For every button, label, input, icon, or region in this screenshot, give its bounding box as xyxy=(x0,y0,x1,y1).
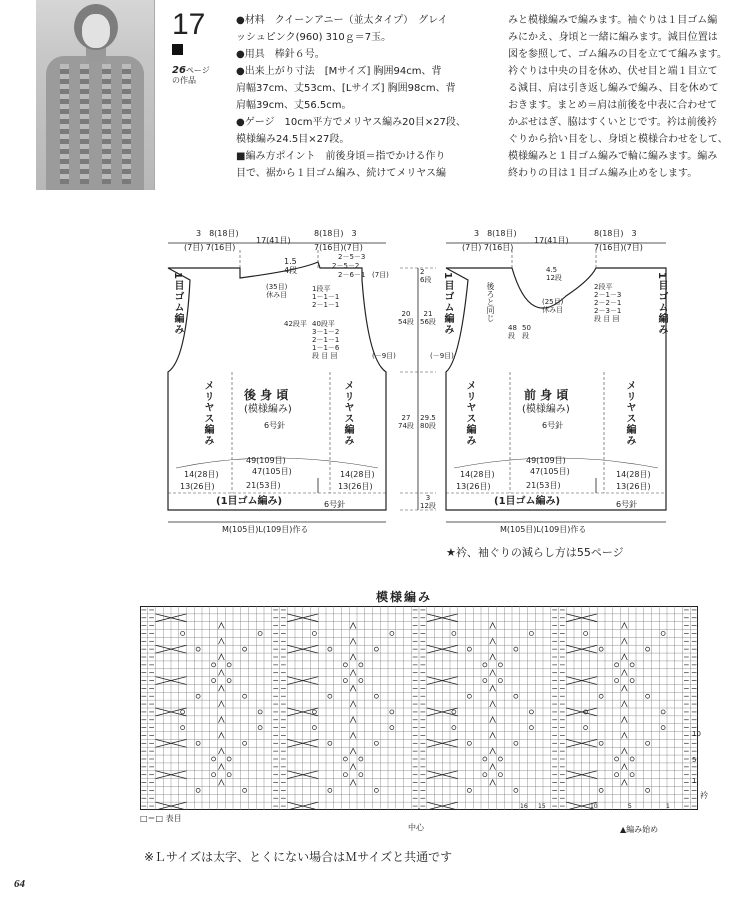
instruction-line: 肩幅39cm、丈56.5cm。 xyxy=(236,100,352,111)
back-w21: 21(53目) xyxy=(246,481,281,490)
back-rib-side-left: 1目ゴム編み xyxy=(172,272,183,335)
instruction-line: ッシュピンク(960) 310ｇ＝7玉。 xyxy=(236,32,392,43)
front-rib-side-left: 1目ゴム編み xyxy=(442,272,453,335)
footer-note: ※Ｌサイズは太字、とくにない場合はＭサイズと共通です xyxy=(144,850,453,864)
front-w14-right: 14(28目) xyxy=(616,470,651,479)
front-top-right-dim: 8(18目) 3 xyxy=(594,229,637,238)
front-top-left-dim: 3 8(18目) xyxy=(474,229,517,238)
instruction-line: る減目、肩は引き返し編みで編み、目を休めて xyxy=(508,83,719,94)
front-cast-on: M(105目)L(109目)作る xyxy=(500,525,587,534)
front-w14-left: 14(28目) xyxy=(460,470,495,479)
pattern-chart xyxy=(140,606,698,810)
back-needle: 6号針 xyxy=(264,421,286,430)
back-neck-rest: (35目) 休み目 xyxy=(266,283,288,299)
instruction-line: みと模様編みで編みます。袖ぐりは１目ゴム編 xyxy=(508,15,718,26)
back-pattern: (模様編み) xyxy=(244,404,292,415)
instruction-line: ●用具 棒針６号。 xyxy=(236,49,325,60)
back-armhole-rows: 1段平 1－1－1 2－1－1 xyxy=(312,285,340,309)
back-w14-left: 14(28目) xyxy=(184,470,219,479)
front-neck-depth: 4.5 12段 xyxy=(546,266,562,282)
instruction-line: ●出来上がり寸法 [Mサイズ] 胸囲94cm、背 xyxy=(236,66,442,77)
back-w13-right: 13(26目) xyxy=(338,482,373,491)
instruction-line: 衿ぐりは中央の目を休め、伏せ目と端１目立て xyxy=(508,66,718,77)
chart-row-10: 10 xyxy=(692,730,701,738)
instruction-line: 目で、裾から１目ゴム編み、続けてメリヤス編 xyxy=(236,168,446,179)
front-neck-rest: (25目) 休み目 xyxy=(542,298,564,314)
chart-collar-label: 衿 xyxy=(700,791,708,800)
mid-shoulder: 2 6段 xyxy=(420,268,432,284)
front-neck-dec: 2段平 2－1－3 2－2－1 2－3－1 段 目 回 xyxy=(594,283,622,323)
back-rib-needle: 6号針 xyxy=(324,500,346,509)
front-top-left-dim2: (7目) 7(16目) xyxy=(462,243,514,252)
front-side-right: メリヤス編み xyxy=(624,380,635,446)
instruction-line: 模様編みと１目ゴム編みで輪に編みます。編み xyxy=(508,151,718,162)
back-top-left-dim2: (7目) 7(16目) xyxy=(184,243,236,252)
mid-rib-h: 3 12段 xyxy=(420,494,436,510)
mid-armhole-h2: 21 56段 xyxy=(420,310,436,326)
back-neck-depth: 1.5 4段 xyxy=(284,257,298,275)
front-rows48: 48 段 xyxy=(508,324,517,340)
front-rows50: 50 段 xyxy=(522,324,531,340)
mid-body-h: 27 74段 xyxy=(398,414,414,430)
front-pattern: (模様編み) xyxy=(522,404,570,415)
instruction-line: おきます。まとめ＝肩は前後を中表に合わせて xyxy=(508,100,718,111)
front-top-mid-dim: 17(41目) xyxy=(534,236,569,245)
back-w13-left: 13(26目) xyxy=(180,482,215,491)
chart-row-5: 5 xyxy=(692,756,697,764)
mid-minus9-right: (－9目) xyxy=(430,352,454,360)
back-neck-dec1: 2－5－3 xyxy=(338,253,366,261)
back-neck-dec4: (7目) xyxy=(372,271,389,279)
back-cast-on: M(105目)L(109目)作る xyxy=(222,525,309,534)
mid-body-h2: 29.5 80段 xyxy=(420,414,436,430)
note-neck: ★衿、袖ぐりの減らし方は55ページ xyxy=(446,546,624,559)
front-side-left: メリヤス編み xyxy=(464,380,475,446)
back-w47: 47(105目) xyxy=(252,467,292,476)
chart-title: 模様編み xyxy=(376,590,433,604)
front-w21: 21(53目) xyxy=(526,481,561,490)
instruction-line: ●ゲージ 10cm平方でメリヤス編み20目×27段、 xyxy=(236,117,466,128)
back-w14-right: 14(28目) xyxy=(340,470,375,479)
instruction-line: ■編み方ポイント 前後身頃＝指でかける作り xyxy=(236,151,446,162)
front-back-same: 後ろと同じ xyxy=(486,282,495,322)
chart-col-15: 15 xyxy=(538,803,546,810)
back-top-left-dim: 3 8(18目) xyxy=(196,229,239,238)
instruction-line: かぶせはぎ、脇はすくいとじです。衿は前後衿 xyxy=(508,117,717,128)
page-number: 64 xyxy=(14,878,25,890)
instruction-line: 終わりの目は１目ゴム編み止めをします。 xyxy=(508,168,698,179)
ref-page-suffix: ページ xyxy=(185,66,210,75)
mid-minus9-left: (－9目) xyxy=(372,352,396,360)
instruction-line: ●材料 クイーンアニー（並太タイプ） グレイ xyxy=(236,15,448,26)
ref-page-number: 26 xyxy=(172,65,186,76)
back-top-mid-dim: 17(41目) xyxy=(256,236,291,245)
instruction-line: 模様編み24.5目×27段。 xyxy=(236,134,350,145)
back-neck-dec2: 2－5－2 xyxy=(332,262,360,270)
instruction-line: ぐりから拾い目をし、身頃と模様合わせをして、 xyxy=(508,134,728,145)
back-neck-dec3: 2－6－1 xyxy=(338,271,366,279)
chart-col-10: 10 xyxy=(590,803,598,810)
front-w47: 47(105目) xyxy=(530,467,570,476)
front-needle: 6号針 xyxy=(542,421,564,430)
instruction-line: みにかえ、身頃と一緒に編みます。減目位置は xyxy=(508,32,718,43)
chart-start-label: ▲編み始め xyxy=(620,825,659,834)
chart-row-1: 1 xyxy=(692,777,697,785)
chart-col-5: 5 xyxy=(628,803,632,810)
back-w49: 49(109目) xyxy=(246,456,286,465)
front-w13-right: 13(26目) xyxy=(616,482,651,491)
front-w49: 49(109目) xyxy=(526,456,566,465)
pattern-number: 17 xyxy=(172,8,206,41)
chart-legend: □＝□ 表目 xyxy=(140,814,182,823)
front-rib-side-right: 1目ゴム編み xyxy=(656,272,667,335)
chart-col-16: 16 xyxy=(520,803,528,810)
front-w13-left: 13(26目) xyxy=(456,482,491,491)
front-rib-needle: 6号針 xyxy=(616,500,638,509)
back-top-right-dim2: 7(16目)(7目) xyxy=(314,243,363,252)
back-side-right: メリヤス編み xyxy=(342,380,353,446)
back-armhole-42: 42段平 xyxy=(284,320,307,328)
back-side-left: メリヤス編み xyxy=(202,380,213,446)
chart-col-1: 1 xyxy=(666,803,670,810)
back-top-right-dim: 8(18目) 3 xyxy=(314,229,357,238)
instruction-line: 図を参照して、ゴム編みの目を立てて編みます。 xyxy=(508,49,727,60)
back-rib-label: (1目ゴム編み) xyxy=(216,496,283,507)
chart-center-label: 中心 xyxy=(408,823,424,832)
front-title: 前 身 頃 xyxy=(524,388,569,402)
instruction-line: 肩幅37cm、丈53cm、[Lサイズ] 胸囲98cm、背 xyxy=(236,83,456,94)
front-top-right-dim2: 7(16目)(7目) xyxy=(594,243,643,252)
back-armhole-rows2: 40段平 3－1－2 2－1－1 1－1－6 段 目 回 xyxy=(312,320,340,360)
mid-armhole-h: 20 54段 xyxy=(398,310,414,326)
back-title: 後 身 頃 xyxy=(244,388,289,402)
ref-page-note: の作品 xyxy=(172,76,196,85)
front-rib-label: (1目ゴム編み) xyxy=(494,496,561,507)
